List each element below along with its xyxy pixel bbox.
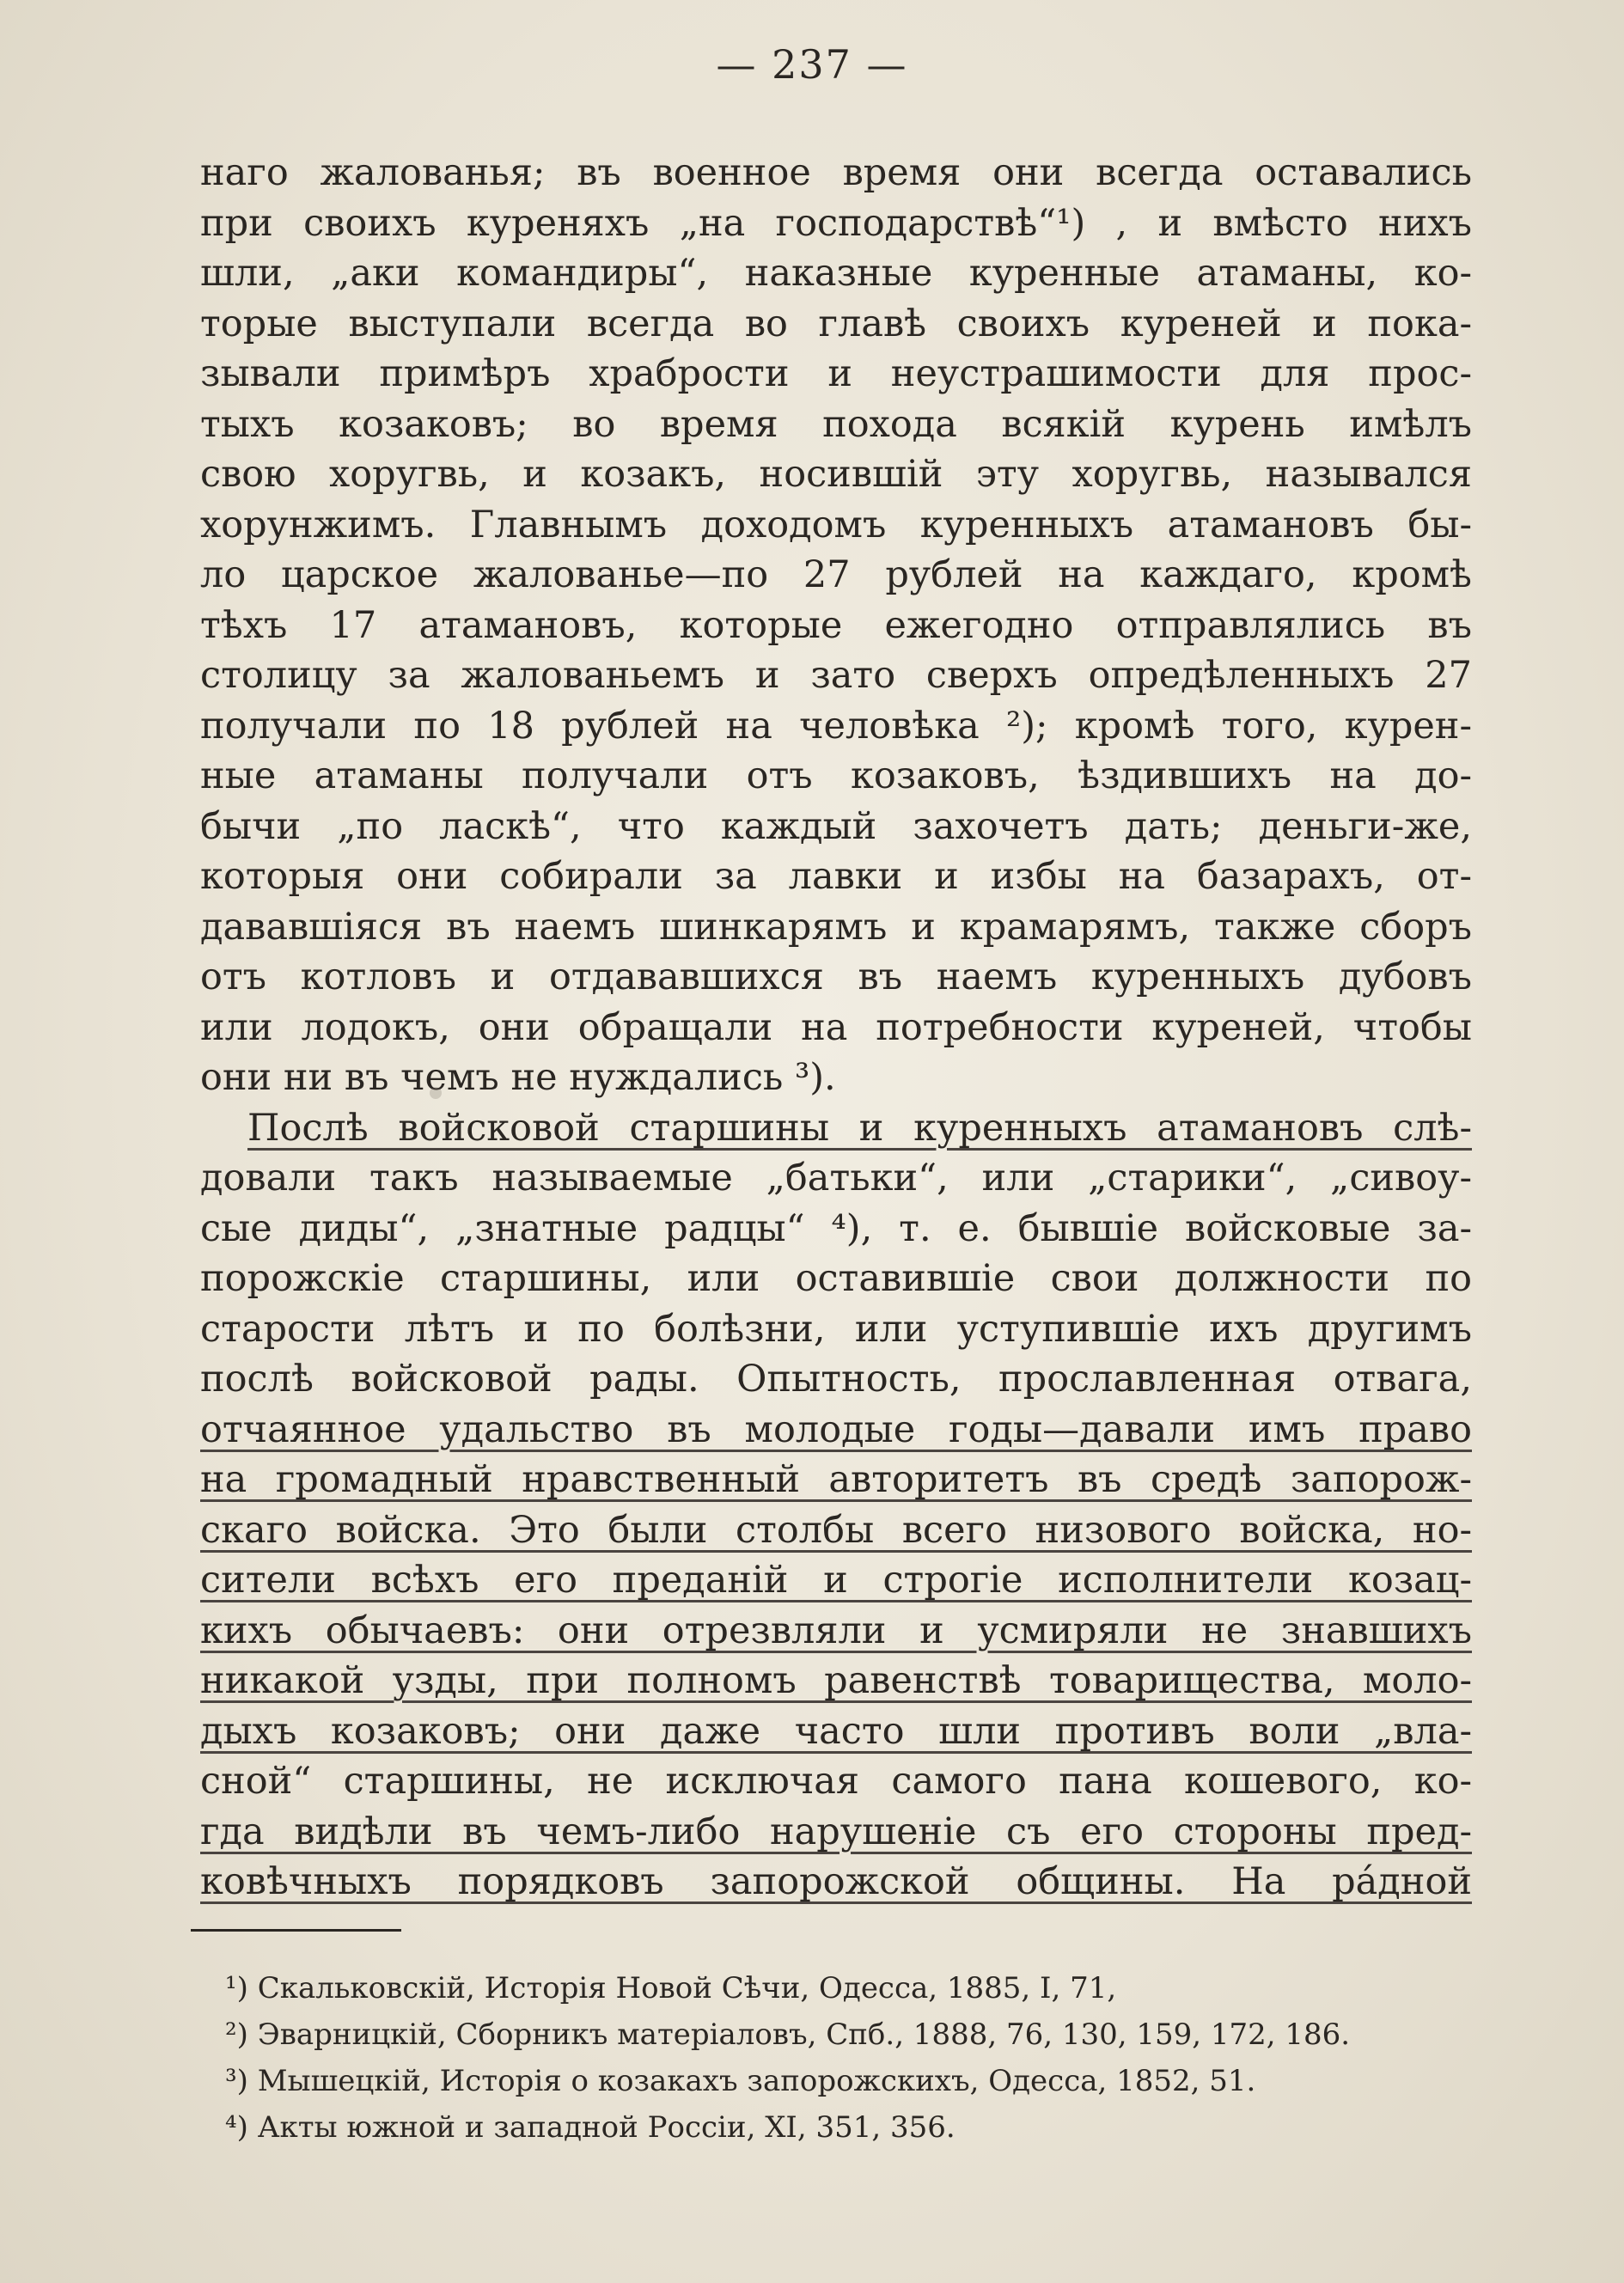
- text-line: тѣхъ 17 атамановъ, которые ежегодно отправлялись въ: [200, 603, 1472, 647]
- text-line: сые диды“, „знатные радцы“ ⁴), т. е. бывшіе войсковые за-: [200, 1206, 1472, 1250]
- text-line: ло царское жалованье—по 27 рублей на каждаго, кромѣ: [200, 553, 1472, 596]
- text-line: зывали примѣръ храбрости и неустрашимости для прос-: [200, 352, 1472, 395]
- text-line: бычи „по ласкѣ“, что каждый захочетъ дать; деньги-же,: [200, 804, 1472, 848]
- text-line: столицу за жалованьемъ и зато сверхъ опредѣленныхъ 27: [200, 654, 1472, 697]
- footnotes: [225, 1965, 1471, 2151]
- text-line-underlined: гда видѣли въ чемъ-либо нарушеніе съ его стороны пред-: [200, 1810, 1472, 1853]
- text-line: тыхъ козаковъ; во время похода всякій курень имѣлъ: [200, 402, 1472, 446]
- text-line: порожскіе старшины, или оставившіе свои должности по: [200, 1257, 1472, 1300]
- text-line-underlined: скаго войска. Это были столбы всего низового войска, но-: [200, 1508, 1472, 1552]
- text-line-underlined: отчаянное удальство въ молодые годы—давали имъ право: [200, 1407, 1472, 1451]
- footnote-mark: ²): [225, 2017, 248, 2052]
- text-line-underlined: сители всѣхъ его преданій и строгіе исполнители козац-: [200, 1559, 1472, 1602]
- footnote: [225, 2011, 1471, 2058]
- footnote: [225, 2104, 1471, 2151]
- footnote: [225, 2058, 1471, 2104]
- page-number: — 237 —: [716, 41, 908, 88]
- footnote-mark: ³): [225, 2064, 248, 2098]
- text-line: при своихъ куреняхъ „на господарствѣ“¹) , и вмѣсто нихъ: [200, 201, 1472, 245]
- footnote: [225, 1965, 1471, 2011]
- footnote-mark: ⁴): [225, 2110, 248, 2145]
- text-line: старости лѣтъ и по болѣзни, или уступившіе ихъ другимъ: [200, 1307, 1472, 1351]
- footnote-text: Скальковскій, Исторія Новой Сѣчи, Одесса, 1885, I, 71,: [257, 1971, 1117, 2005]
- text-line: послѣ войсковой рады. Опытность, прославленная отвага,: [200, 1358, 1472, 1401]
- text-line: сной“ старшины, не исключая самого пана кошевого, ко-: [200, 1760, 1472, 1803]
- footnote-text: Мышецкій, Исторія о козакахъ запорожскихъ, Одесса, 1852, 51.: [257, 2064, 1256, 2098]
- text-line: хорунжимъ. Главнымъ доходомъ куренныхъ атамановъ бы-: [200, 503, 1472, 546]
- text-line: они ни въ чемъ не нуждались ³).: [200, 1056, 836, 1099]
- text-line: отъ котловъ и отдававшихся въ наемъ куренныхъ дубовъ: [200, 955, 1472, 998]
- text-line: или лодокъ, они обращали на потребности куреней, чтобы: [200, 1005, 1472, 1049]
- text-line: торые выступали всегда во главѣ своихъ куреней и пока-: [200, 302, 1472, 345]
- text-line-underlined: никакой узды, при полномъ равенствѣ товарищества, моло-: [200, 1659, 1472, 1702]
- body-text: [200, 148, 1472, 1908]
- text-line-underlined: кихъ обычаевъ: они отрезвляли и усмиряли не знавшихъ: [200, 1608, 1472, 1652]
- text-line: получали по 18 рублей на человѣка ²); кромѣ того, курен-: [200, 704, 1472, 748]
- footnote-separator: [191, 1929, 401, 1932]
- footnote-text: Эварницкій, Сборникъ матеріаловъ, Спб., 1888, 76, 130, 159, 172, 186.: [257, 2017, 1351, 2052]
- text-line: которыя они собирали за лавки и избы на базарахъ, от-: [200, 855, 1472, 898]
- text-line: шли, „аки командиры“, наказные куренные атаманы, ко-: [200, 252, 1472, 295]
- text-line: ные атаманы получали отъ козаковъ, ѣздившихъ на до-: [200, 754, 1472, 797]
- text-line: свою хоругвь, и козакъ, носившій эту хоругвь, назывался: [200, 453, 1472, 496]
- text-line-underlined: ковѣчныхъ порядковъ запорожской общины. На рáдной: [200, 1860, 1472, 1903]
- text-line: довали такъ называемые „батьки“, или „старики“, „сивоу-: [200, 1157, 1472, 1199]
- footnote-text: Акты южной и западной Россіи, XI, 351, 356.: [257, 2110, 955, 2145]
- text-line-underlined: на громадный нравственный авторитетъ въ средѣ запорож-: [200, 1458, 1472, 1501]
- text-line-underlined: Послѣ войсковой старшины и куренныхъ атамановъ слѣ-: [247, 1106, 1472, 1150]
- paper-speck: [430, 1087, 442, 1099]
- footnote-mark: ¹): [225, 1971, 248, 2005]
- text-line: наго жалованья; въ военное время они всегда оставались: [200, 151, 1472, 194]
- text-line-underlined: дыхъ козаковъ; они даже часто шли противъ воли „вла-: [200, 1709, 1472, 1753]
- text-line: дававшіяся въ наемъ шинкарямъ и крамарямъ, также сборъ: [200, 905, 1472, 949]
